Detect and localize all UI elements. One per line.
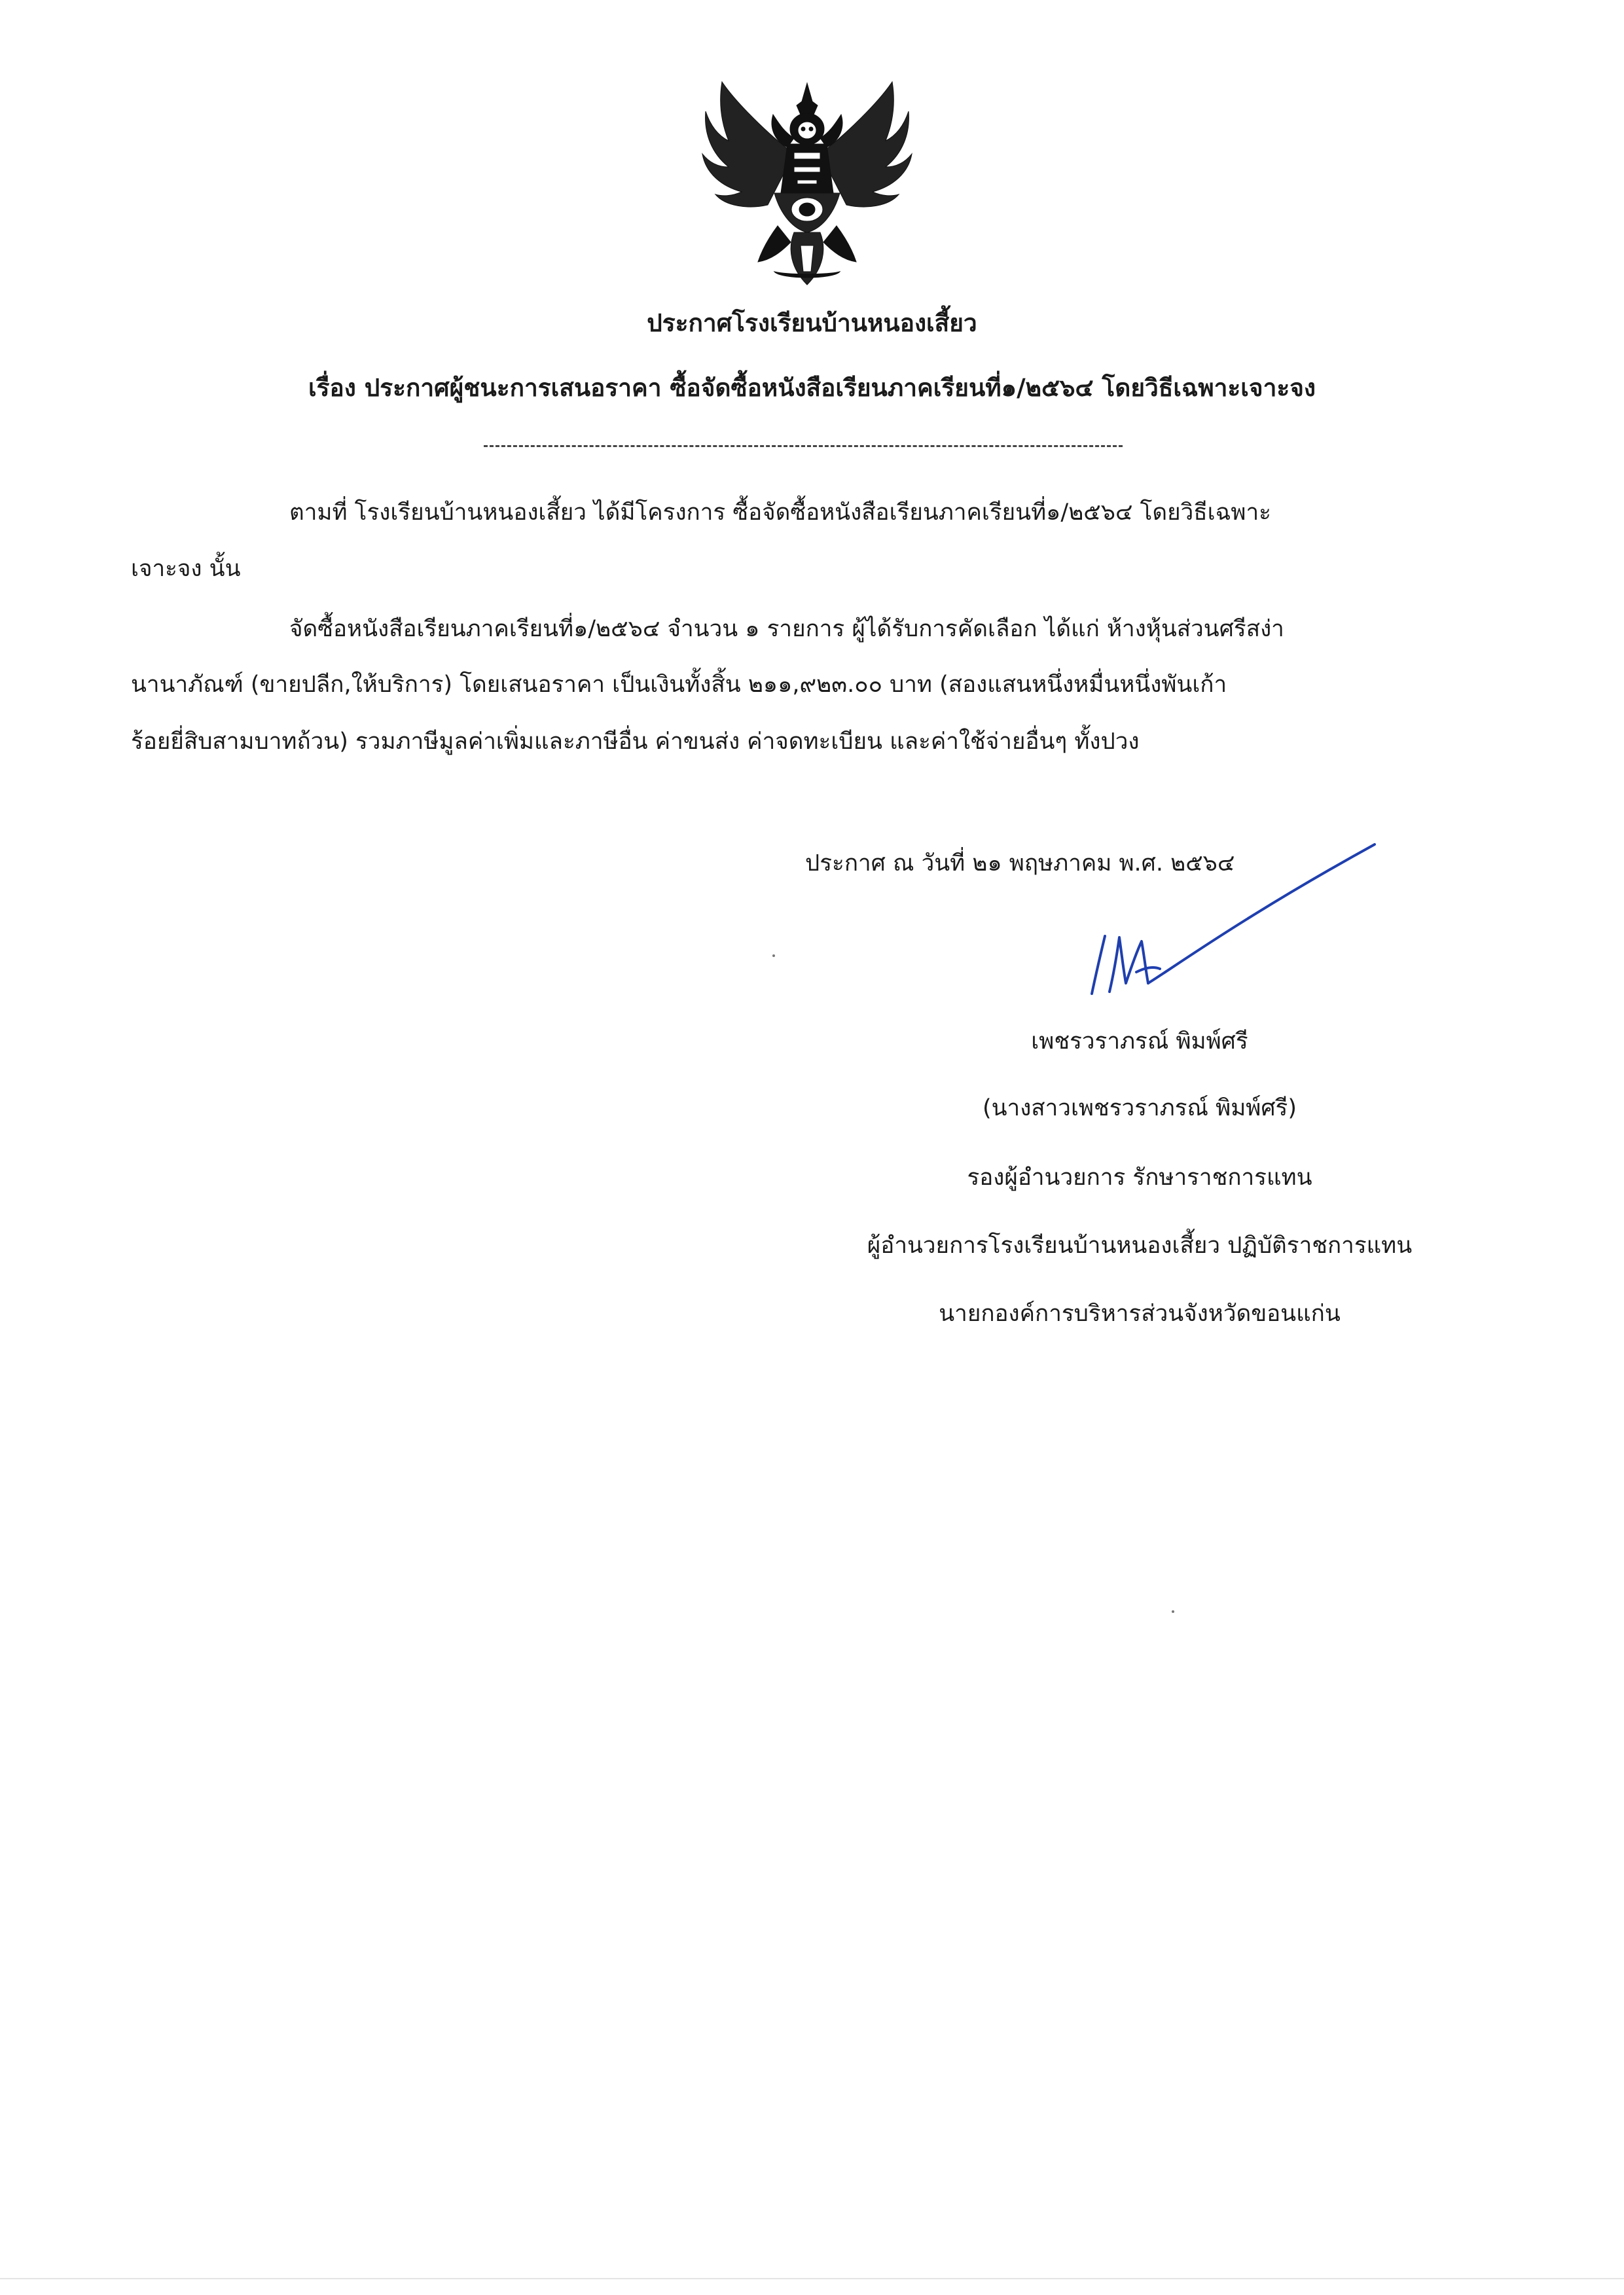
body-paragraph-2-line-1: จัดซื้อหนังสือเรียนภาคเรียนที่๑/๒๕๖๔ จำนวน ๑ รายการ ผู้ได้รับการคัดเลือก ได้แก่ ห้างหุ้นส่วนศรีสง่า (289, 616, 1284, 642)
body-paragraph-2-line-3: ร้อยยี่สิบสามบาทถ้วน) รวมภาษีมูลค่าเพิ่มและภาษีอื่น ค่าขนส่ง ค่าจดทะเบียน และค่าใช้จ่ายอื่นๆ ทั้งปวง (131, 729, 1140, 755)
scan-edge (0, 2278, 1624, 2279)
signer-full-name: (นางสาวเพชรวราภรณ์ พิมพ์ศรี) (982, 1095, 1297, 1121)
signer-position-1: รองผู้อำนวยการ รักษาราชการแทน (967, 1165, 1312, 1191)
body-paragraph-1-line-1: ตามที่ โรงเรียนบ้านหนองเสี้ยว ได้มีโครงการ ซื้อจัดซื้อหนังสือเรียนภาคเรียนที่๑/๒๕๖๔ โดยวิธีเฉพาะ (289, 499, 1271, 526)
signer-position-2: ผู้อำนวยการโรงเรียนบ้านหนองเสี้ยว ปฏิบัติราชการแทน (867, 1233, 1413, 1259)
handwritten-signature (1074, 838, 1388, 1008)
signer-position-3: นายกองค์การบริหารส่วนจังหวัดขอนแก่น (939, 1301, 1341, 1327)
body-paragraph-2-line-2: นานาภัณฑ์ (ขายปลีก,ให้บริการ) โดยเสนอราคา เป็นเงินทั้งสิ้น ๒๑๑,๙๒๓.๐๐ บาท (สองแสนหนึ่งหมื่นหนึ่งพันเก้า (131, 672, 1227, 698)
announcement-date: ประกาศ ณ วันที่ ๒๑ พฤษภาคม พ.ศ. ๒๕๖๔ (805, 850, 1235, 876)
body-paragraph-1-line-2: เจาะจง นั้น (131, 556, 241, 582)
title-divider (484, 445, 1123, 447)
scan-speck (772, 954, 775, 957)
announcement-subject: เรื่อง ประกาศผู้ชนะการเสนอราคา ซื้อจัดซื้อหนังสือเรียนภาคเรียนที่๑/๒๕๖๔ โดยวิธีเฉพาะเจาะจง (308, 374, 1316, 402)
announcement-title: ประกาศโรงเรียนบ้านหนองเสี้ยว (647, 309, 977, 337)
garuda-emblem-icon (696, 75, 918, 298)
scan-speck (1172, 1610, 1174, 1613)
signer-signed-name: เพชรวราภรณ์ พิมพ์ศรี (1031, 1028, 1248, 1055)
